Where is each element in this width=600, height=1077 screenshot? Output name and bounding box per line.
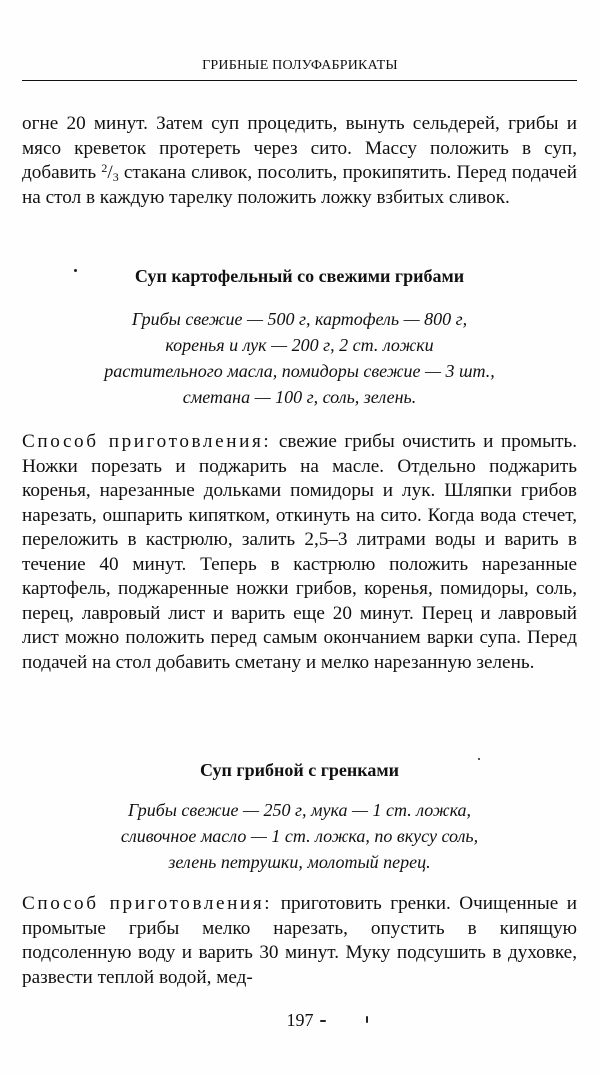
scan-speck — [366, 1016, 368, 1023]
recipe1-ingredients — [22, 306, 577, 410]
ingredient-line: Грибы свежие — 250 г, мука — 1 ст. ложка, — [127, 800, 472, 820]
fraction-slash: / — [107, 162, 113, 183]
fraction-numerator: 2 — [101, 161, 108, 175]
method-label: Способ приготовления: — [22, 893, 273, 914]
recipe1-title: Суп картофельный со свежими грибами — [134, 266, 465, 286]
scan-speck — [74, 269, 77, 272]
recipe2-method — [22, 892, 577, 990]
recipe1-method — [22, 430, 577, 675]
scan-speck — [478, 758, 480, 760]
ingredient-line: коренья и лук — 200 г, 2 ст. ложки — [165, 335, 434, 355]
method-text: свежие грибы очистить и промыть. Ножки порезать и поджарить на масле. Отдельно поджарить коренья, нарезанные дольками помидоры и лук. Шляпки грибов нарезать, ошпарить кипятком, откинуть на сито. Когда вода стечет, переложить в кастрюлю, залить 2,5–3 литрами воды и варить в течение 40 минут. Теперь в кастрюлю положить нарезанные картофель, поджаренные ножки грибов, коренья, помидоры, соль, перец, лавровый лист и варить еще 20 минут. Перец и лавровый лист можно положить перед самым окончанием варки супа. Перед подачей на стол добавить сметану и мелко нарезанную зелень. — [22, 431, 577, 673]
intro-text-end: стакана сливок, посолить, прокипятить. Перед подачей на стол в каждую тарелку положить ложку взбитых сливок. — [22, 162, 577, 208]
page-number: 197 — [286, 1010, 314, 1030]
fraction-denominator: 3 — [112, 170, 119, 184]
recipe2-ingredients — [22, 797, 577, 875]
header-rule — [22, 80, 577, 81]
ingredient-line: сливочное масло — 1 ст. ложка, по вкусу соль, — [120, 826, 479, 846]
ingredient-line: зелень петрушки, молотый перец. — [168, 852, 431, 872]
method-label: Способ приготовления: — [22, 431, 272, 452]
recipe2-title: Суп грибной с гренками — [200, 760, 399, 780]
ingredient-line: Грибы свежие — 500 г, картофель — 800 г, — [131, 309, 468, 329]
running-head: ГРИБНЫЕ ПОЛУФАБРИКАТЫ — [202, 58, 398, 73]
scan-speck — [320, 1020, 326, 1022]
intro-text-start: огне 20 минут. Затем суп процедить, вынуть сельдерей, грибы и мясо креветок протереть через сито. Массу положить в суп, добавить — [22, 113, 577, 183]
ingredient-line: сметана — 100 г, соль, зелень. — [182, 387, 417, 407]
method-text: приготовить гренки. Очищенные и промытые грибы мелко нарезать, опустить в кипящую подсоленную воду и варить 30 минут. Муку подсушить в духовке, развести теплой водой, мед- — [22, 893, 578, 988]
ingredient-line: растительного масла, помидоры свежие — 3 шт., — [104, 361, 495, 381]
intro-paragraph — [22, 112, 577, 210]
